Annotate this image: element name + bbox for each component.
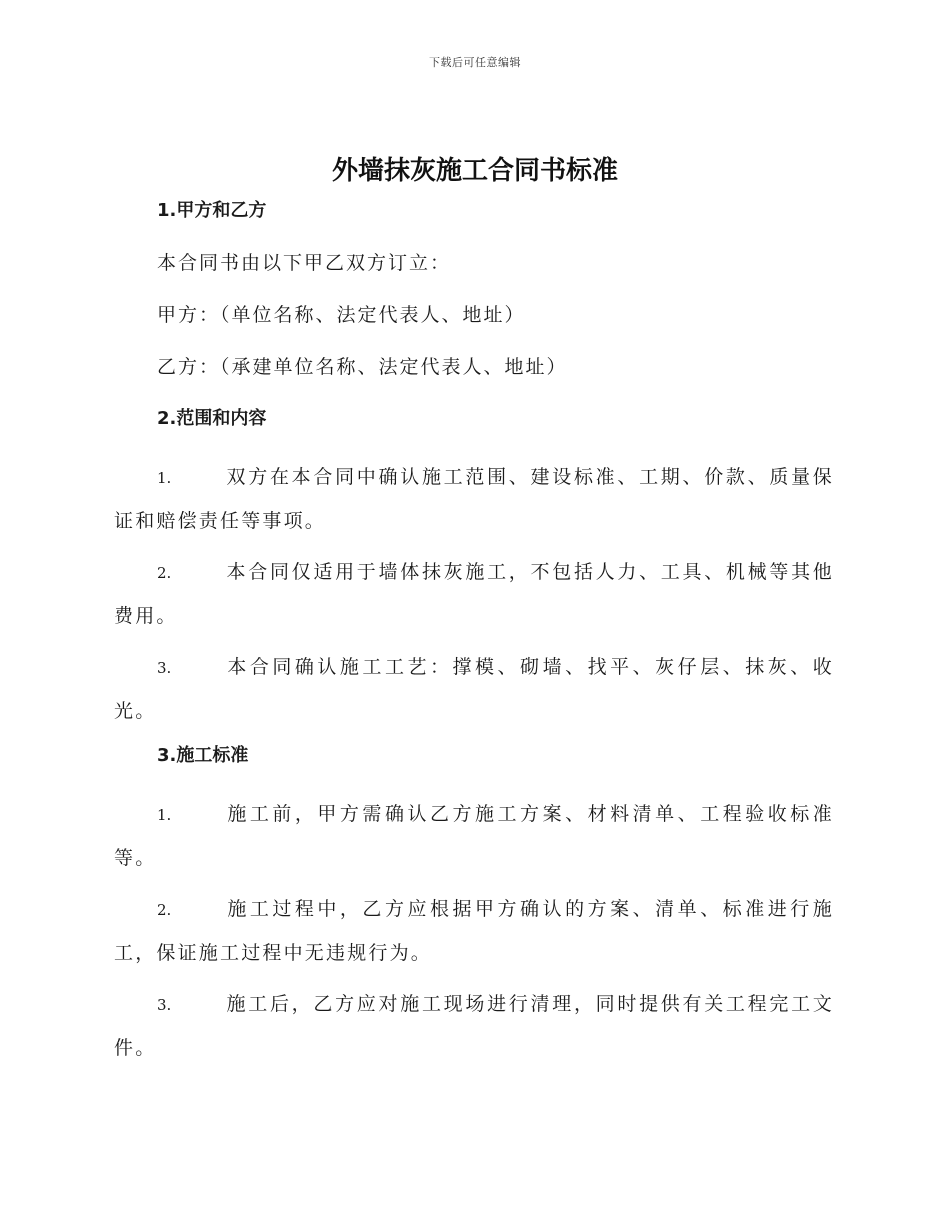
item-number: 1.: [157, 469, 172, 487]
scope-item-2: [114, 551, 834, 638]
item-number: 2.: [157, 564, 172, 582]
document-body: [114, 196, 834, 1078]
item-text: 施工过程中，乙方应根据甲方确认的方案、清单、标准进行施工，保证施工过程中无违规行为。: [114, 898, 834, 964]
item-text: 本合同确认施工工艺：撑模、砌墙、找平、灰仔层、抹灰、收光。: [114, 656, 834, 722]
standard-item-3: [114, 983, 834, 1070]
item-text: 双方在本合同中确认施工范围、建设标准、工期、价款、质量保证和赔偿责任等事项。: [114, 466, 834, 532]
standard-item-1: [114, 793, 834, 880]
scope-item-3: [114, 646, 834, 733]
standard-item-2: [114, 888, 834, 975]
document-title: 外墙抹灰施工合同书标准: [331, 156, 618, 186]
item-text: 施工前，甲方需确认乙方施工方案、材料清单、工程验收标准等。: [114, 803, 834, 869]
item-text: 本合同仅适用于墙体抹灰施工，不包括人力、工具、机械等其他费用。: [114, 561, 834, 627]
item-number: 1.: [157, 806, 172, 824]
scope-item-1: [114, 456, 834, 543]
page-header-note: 下载后可任意编辑: [429, 56, 521, 69]
section-heading-standards: 3.施工标准: [157, 745, 249, 766]
contract-intro-line: 本合同书由以下甲乙双方订立：: [157, 252, 452, 274]
party-b-line: 乙方：（承建单位名称、法定代表人、地址）: [157, 356, 568, 378]
section-heading-scope: 2.范围和内容: [157, 408, 267, 429]
item-number: 3.: [157, 659, 172, 677]
item-number: 3.: [157, 996, 172, 1014]
party-a-line: 甲方：（单位名称、法定代表人、地址）: [157, 304, 526, 326]
item-number: 2.: [157, 901, 172, 919]
item-text: 施工后，乙方应对施工现场进行清理，同时提供有关工程完工文件。: [114, 993, 834, 1059]
section-heading-parties: 1.甲方和乙方: [157, 200, 267, 221]
